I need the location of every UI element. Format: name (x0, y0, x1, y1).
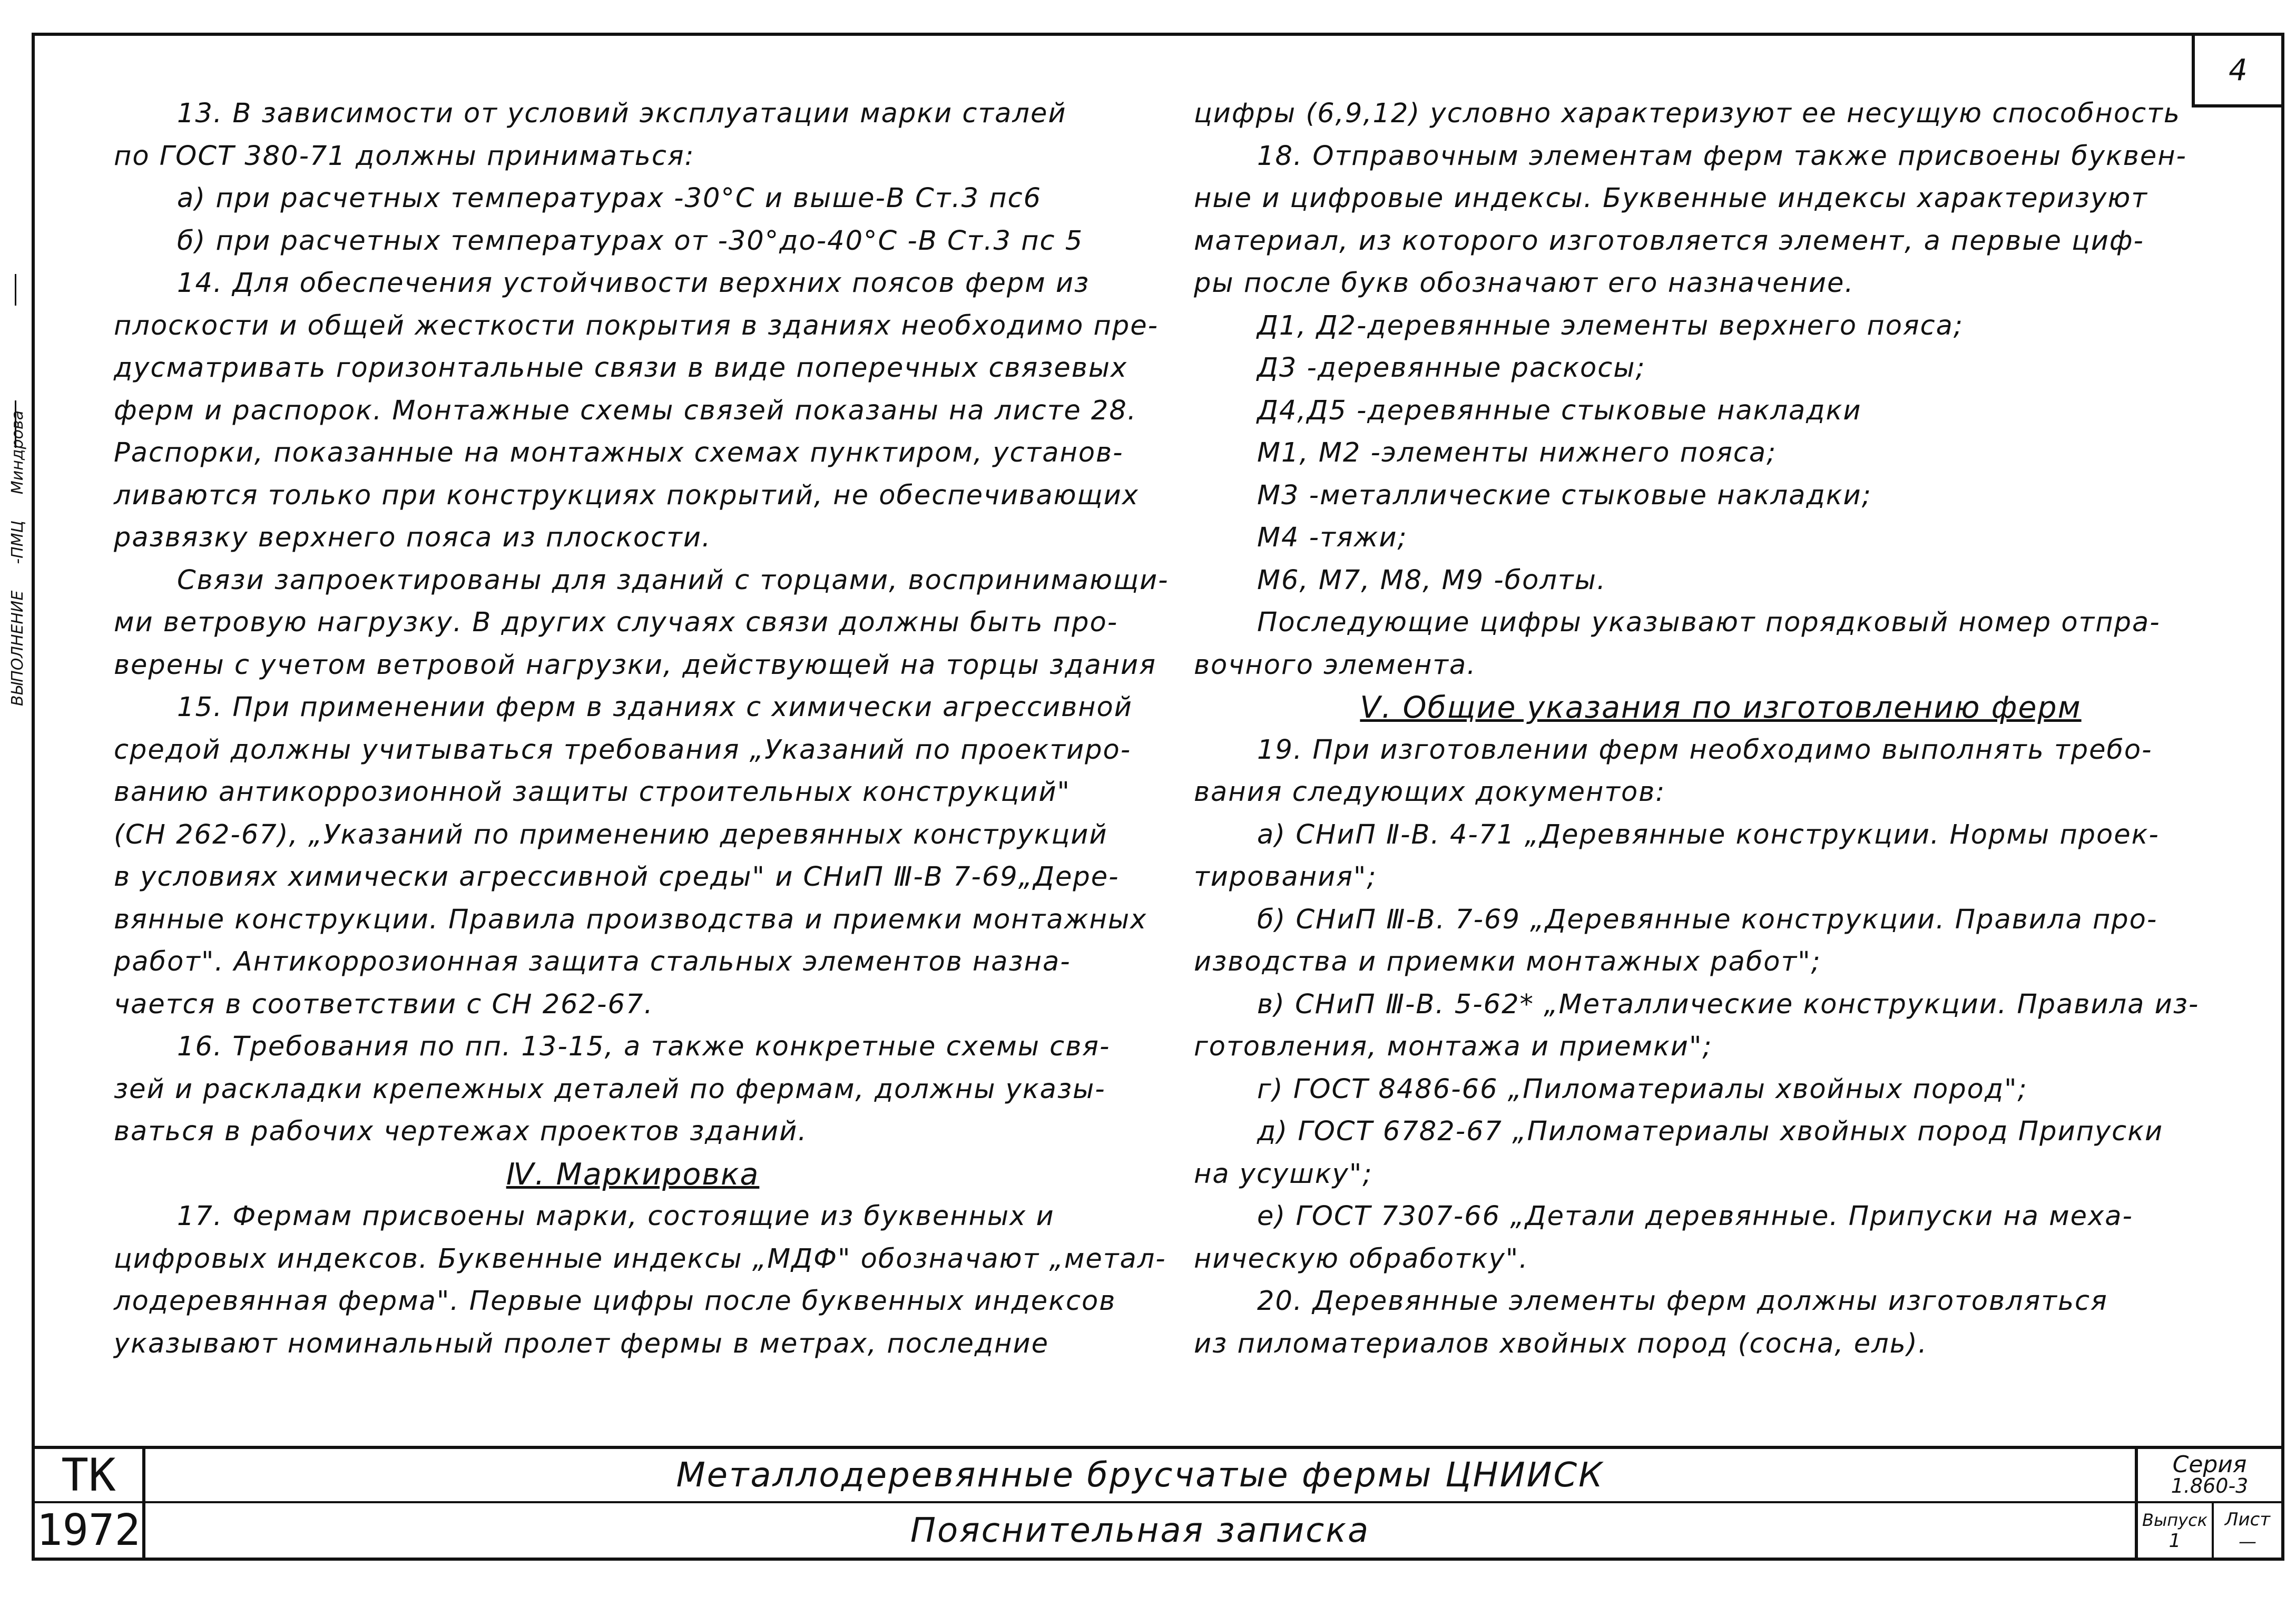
title-block-series (2135, 1449, 2281, 1503)
stamp-tick (15, 274, 16, 306)
text-line: Д3 -деревянные раскосы; (1257, 352, 1646, 384)
drawing-sheet (32, 33, 2284, 1561)
text-line: в условиях химически агрессивной среды" и СНиП Ⅲ-В 7-69„Дере- (114, 861, 1120, 893)
text-line: е) ГОСТ 7307-66 „Детали деревянные. Припуски на меха- (1257, 1201, 2133, 1232)
text-line: вянные конструкции. Правила производства и приемки монтажных (114, 904, 1147, 935)
text-line: а) СНиП Ⅱ-В. 4-71 „Деревянные конструкции. Нормы проек- (1257, 819, 2160, 850)
text-line: 13. В зависимости от условий эксплуатации марки сталей (177, 98, 1067, 129)
text-line: М4 -тяжи; (1257, 522, 1408, 553)
section-heading: Ⅴ. Общие указания по изготовлению ферм (1360, 690, 2082, 725)
text-line: ванию антикоррозионной защиты строительных конструкций" (114, 777, 1071, 808)
title-block-subtitle: Пояснительная записка (910, 1511, 1370, 1550)
text-line: б) СНиП Ⅲ-В. 7-69 „Деревянные конструкции. Правила про- (1257, 904, 2158, 935)
sheet-label: Лист (2224, 1509, 2271, 1530)
text-line: материал, из которого изготовляется элемент, а первые циф- (1194, 225, 2144, 257)
text-line: г) ГОСТ 8486-66 „Пиломатериалы хвойных пород"; (1257, 1073, 2028, 1105)
title-block-issue (2135, 1503, 2214, 1558)
text-line: 20. Деревянные элементы ферм должны изготовляться (1257, 1286, 2108, 1317)
text-line: лодеревянная ферма". Первые цифры после буквенных индексов (114, 1286, 1116, 1317)
text-line: Связи запроектированы для зданий с торцами, воспринимающи- (177, 564, 1169, 596)
text-line: Д4,Д5 -деревянные стыковые накладки (1257, 395, 1862, 426)
right-text-column (1194, 93, 2248, 1365)
text-line: ническую обработку". (1194, 1243, 1529, 1275)
text-line: 15. При применении ферм в зданиях с химически агрессивной (177, 692, 1133, 723)
text-line: Последующие цифры указывают порядковый номер отпра- (1257, 607, 2161, 638)
text-line: дусматривать горизонтальные связи в виде поперечных связевых (114, 352, 1128, 384)
title-block-code: ТК (35, 1449, 145, 1503)
text-line: ливаются только при конструкциях покрытий, не обеспечивающих (114, 479, 1139, 511)
text-line: ры после букв обозначают его назначение. (1194, 268, 1855, 299)
section-heading: Ⅳ. Маркировка (506, 1157, 760, 1192)
text-line: цифры (6,9,12) условно характеризуют ее несущую способность (1194, 98, 2181, 129)
text-line: Распорки, показанные на монтажных схемах пунктиром, установ- (114, 437, 1124, 468)
text-line: а) при расчетных температурах -30°С и выше-В Ст.3 пс6 (177, 183, 1042, 214)
text-line: 19. При изготовлении ферм необходимо выполнять требо- (1257, 734, 2153, 766)
title-block (35, 1446, 2281, 1558)
text-line: Д1, Д2-деревянные элементы верхнего пояса; (1257, 310, 1964, 341)
issue-label: Выпуск (2142, 1510, 2207, 1530)
series-label: Серия (2172, 1451, 2247, 1478)
text-line: в) СНиП Ⅲ-В. 5-62* „Металлические конструкции. Правила из- (1257, 988, 2200, 1020)
text-line: развязку верхнего пояса из плоскости. (114, 522, 712, 553)
text-line: плоскости и общей жесткости покрытия в зданиях необходимо пре- (114, 310, 1159, 341)
text-line: вочного элемента. (1194, 649, 1477, 681)
text-line: М6, М7, М8, М9 -болты. (1257, 564, 1607, 596)
text-line: чается в соответствии с СН 262-67. (114, 988, 654, 1020)
text-line: 17. Фермам присвоены марки, состоящие из буквенных и (177, 1201, 1055, 1232)
stamp-org: ВЫПОЛНЕНИЕ (8, 590, 27, 706)
text-line: по ГОСТ 380-71 должны приниматься: (114, 140, 695, 172)
stamp-signature: Миндрова (8, 410, 27, 495)
sheet-number: 4 (2192, 36, 2281, 107)
title-block-year: 1972 (35, 1503, 145, 1558)
stamp-text (8, 410, 30, 706)
text-line: готовления, монтажа и приемки"; (1194, 1031, 1713, 1062)
title-block-sheet (2214, 1503, 2281, 1558)
text-line: 14. Для обеспечения устойчивости верхних поясов ферм из (177, 268, 1090, 299)
text-line: из пиломатериалов хвойных пород (сосна, ель). (1194, 1328, 1928, 1359)
text-line: 16. Требования по пп. 13-15, а также конкретные схемы свя- (177, 1031, 1111, 1062)
text-line: указывают номинальный пролет фермы в метрах, последние (114, 1328, 1049, 1359)
text-line: ваться в рабочих чертежах проектов зданий. (114, 1116, 808, 1147)
text-line: 18. Отправочным элементам ферм также присвоены буквен- (1257, 140, 2187, 172)
text-line: ферм и распорок. Монтажные схемы связей показаны на листе 28. (114, 395, 1137, 426)
series-value: 1.860-3 (2171, 1474, 2249, 1497)
text-line: работ". Антикоррозионная защита стальных элементов назна- (114, 946, 1071, 977)
text-line: цифровых индексов. Буквенные индексы „МДФ" обозначают „метал- (114, 1243, 1166, 1275)
text-line: б) при расчетных температурах от -30°до-40°С -В Ст.3 пс 5 (177, 225, 1084, 257)
text-line: вания следующих документов: (1194, 777, 1666, 808)
issue-value: 1 (2169, 1530, 2181, 1552)
stamp-role: -ПМЦ (8, 521, 27, 564)
text-line: на усушку"; (1194, 1158, 1373, 1190)
text-line: М3 -металлические стыковые накладки; (1257, 479, 1872, 511)
text-line: изводства и приемки монтажных работ"; (1194, 946, 1821, 977)
text-line: ми ветровую нагрузку. В других случаях связи должны быть про- (114, 607, 1118, 638)
title-block-title: Металлодеревянные брусчатые фермы ЦНИИСК (145, 1449, 2135, 1503)
text-line: д) ГОСТ 6782-67 „Пиломатериалы хвойных пород Припуски (1257, 1116, 2164, 1147)
text-line: зей и раскладки крепежных деталей по фермам, должны указы- (114, 1073, 1106, 1105)
margin-stamp (3, 263, 28, 1159)
text-line: средой должны учитываться требования „Указаний по проектиро- (114, 734, 1132, 766)
left-text-column (114, 93, 1169, 1365)
text-line: М1, М2 -элементы нижнего пояса; (1257, 437, 1777, 468)
text-line: верены с учетом ветровой нагрузки, действующей на торцы здания (114, 649, 1156, 681)
text-line: тирования"; (1194, 861, 1377, 893)
text-line: (СН 262-67), „Указаний по применению деревянных конструкций (114, 819, 1108, 850)
text-line: ные и цифровые индексы. Буквенные индексы характеризуют (1194, 183, 2148, 214)
sheet-value: — (2239, 1531, 2256, 1552)
